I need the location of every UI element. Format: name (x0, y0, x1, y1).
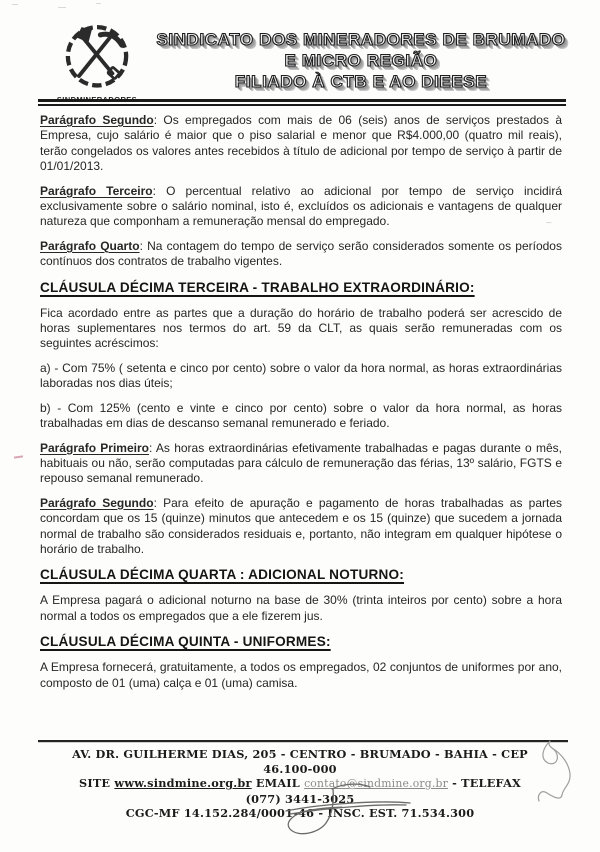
title-line-3: FILIADO À CTB E AO DIEESE (234, 72, 488, 91)
clause-heading-text: CLÁUSULA DÉCIMA TERCEIRA - TRABALHO EXTRAORDINÁRIO: (40, 279, 475, 295)
footer-email-address: contato@sindmine.org.br (304, 777, 448, 791)
footer-registration: CGC-MF 14.152.284/0001-46 - INSC. EST. 71.534.300 (125, 806, 475, 821)
footer-telefax: - TELEFAX (077) 3441-3025 (245, 776, 521, 806)
clause-heading (40, 566, 562, 583)
header-divider-thin-line (38, 104, 566, 106)
title-line-1: SINDICATO DOS MINERADORES DE BRUMADO (156, 30, 566, 49)
scan-artifact (12, 4, 18, 5)
title-line-2: E MICRO REGIÃO (284, 51, 438, 70)
header-divider-thick-line (38, 99, 566, 102)
paragraph: A Empresa pagará o adicional noturno na base de 30% (trinta inteiros por cento) sobre a hora normal a todos os empregados que a ele fizerem jus. (40, 593, 562, 623)
clause-heading-text: CLÁUSULA DÉCIMA QUARTA : ADICIONAL NOTURNO: (40, 567, 405, 583)
pen-scribble (516, 738, 582, 808)
scan-artifact (58, 7, 66, 8)
scan-artifact (96, 3, 101, 4)
paragraph: b) - Com 125% (cento e vinte e cinco por cento) sobre o valor da hora normal, as horas trabalhadas em dias de descanso semanal remunerado e feriado. (40, 400, 562, 431)
letterhead (38, 22, 566, 104)
paragraph-label: Parágrafo Segundo (40, 113, 154, 127)
paragraph: Parágrafo Segundo: Para efeito de apuração e pagamento de horas trabalhadas as partes concordam que os 15 (quinze) minutos que antecedem e os 15 (quinze) que sucedem a jornada normal de trabalho são considerados residuais e, portanto, não integram em qualquer hipótese o horário de trabalho. (40, 495, 563, 556)
footer-site-url: www.sindmine.org.br (114, 776, 252, 791)
paragraph: Parágrafo Primeiro: As horas extraordinárias efetivamente trabalhadas e pagas durante o mês, habituais ou não, serão computadas para cálculo de remuneração das férias, 13º salário, FGTS e repouso semanal remunerado. (40, 440, 562, 486)
header-divider (38, 99, 566, 106)
paragraph: Parágrafo Segundo: Os empregados com mais de 06 (seis) anos de serviços prestados à Empresa, cujo salário é maior que o piso salarial e menor que R$4.000,00 (quatro mil reais), terão congelados os valores antes recebidos à título de adicional por tempo de serviço à partir de 01/01/2013. (40, 113, 563, 174)
paragraph: a) - Com 75% ( setenta e cinco por cento) sobre o valor da hora normal, as horas extraordinárias laboradas nos dias úteis; (40, 360, 562, 391)
paragraph: A Empresa fornecerá, gratuitamente, a todos os empregados, 02 conjuntos de uniformes por ano, composto de 01 (uma) calça e 01 (uma) camisa. (40, 660, 562, 690)
signature-scribble (278, 780, 418, 844)
document-body (40, 113, 562, 700)
paragraph-label: Parágrafo Quarto (40, 238, 140, 253)
footer-divider (38, 740, 568, 742)
scan-artifact-tilde: ~ (545, 217, 553, 230)
clause-heading-text: CLÁUSULA DÉCIMA QUINTA - UNIFORMES: (40, 634, 331, 650)
clause-heading (40, 633, 562, 650)
scan-artifact-pink (14, 455, 23, 458)
clause-heading (40, 279, 562, 296)
paragraph: Parágrafo Quarto: Na contagem do tempo de serviço serão considerados somente os períodos contínuos dos contratos de trabalho vigentes. (40, 238, 562, 269)
paragraph-label: Parágrafo Terceiro (40, 183, 153, 198)
union-logo (38, 22, 156, 104)
footer-site-label: SITE (78, 776, 115, 791)
paragraph: Parágrafo Terceiro: O percentual relativo ao adicional por tempo de serviço incidirá exclusivamente sobre o salário nominal, isto é, excluídos os adicionais e vantagens de qualquer natureza que componham a remuneração mensal do empregado. (40, 183, 562, 229)
footer-address: AV. DR. GUILHERME DIAS, 205 - CENTRO - BRUMADO - BAHIA - CEP 46.100-000 (72, 747, 528, 776)
paragraph: Fica acordado entre as partes que a duração do horário de trabalho poderá ser acrescido de horas suplementares nos termos do art. 59 da CLT, as quais serão remuneradas com os seguintes acréscimos: (40, 305, 562, 351)
footer-email-label: EMAIL (251, 776, 305, 791)
paragraph-label: Parágrafo Primeiro (40, 440, 149, 455)
crossed-shovel-pickaxe-icon (58, 22, 136, 94)
letterhead-title (156, 22, 566, 92)
paragraph-label: Parágrafo Segundo (40, 495, 154, 510)
